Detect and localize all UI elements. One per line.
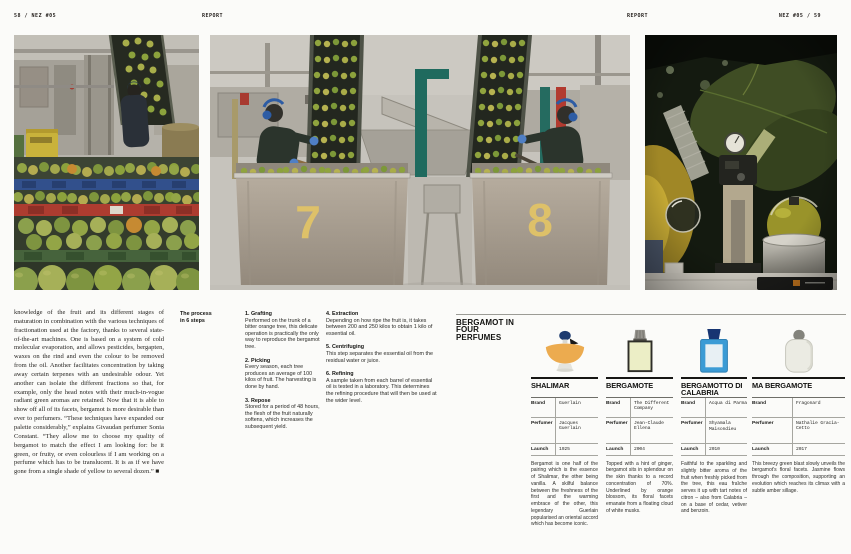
perfume-column-bergamotto-di-calabria [681,320,747,515]
brand-value: Guerlain [555,398,598,417]
step-body: Stored for a period of 48 hours, the flesh of the fruit naturally softens, which increases the subsequent yield. [245,404,320,430]
photo-laboratory-illustration [645,35,837,290]
step-title: 5. Centrifuging [326,344,365,351]
step-body: Every season, each tree produces an average of 100 kilos of fruit. The harvesting is done by hand. [245,364,317,390]
center-aisle [400,177,480,290]
process-steps-column-2 [326,311,438,411]
table-row-perfumer [606,418,673,444]
row-label: Brand [752,400,767,406]
shalimar-bottle-icon [542,328,588,374]
bergamote-bottle-icon [617,328,663,374]
perfumer-value: Jacques Guerlain [555,418,598,443]
perfume-column-shalimar [531,320,598,528]
storage-vat-8 [470,163,612,287]
row-label: Launch [752,446,770,452]
bottle-area [531,320,598,377]
photo-bergamot-crates-illustration [14,35,199,290]
table-row-perfumer [531,418,598,444]
section-label-left: REPORT [201,13,224,19]
perfume-title: SHALIMAR [531,379,598,398]
perfume-table [752,377,845,456]
launch-value: 2004 [630,444,673,455]
perfume-description: Faithful to the sparkling and slightly bitter aroma of the fruit when freshly picked from the tree, this eau fraîche serves it up with tart notes of citron – also from Calabria – on a base of cedar, vetiver and benzoin. [681,461,747,515]
table-row-launch [681,444,747,456]
table-row-perfumer [681,418,747,444]
process-step [326,311,438,337]
bergamot-crate-stack [14,157,199,290]
photo-sorting-vats-illustration [210,35,630,290]
process-step [245,311,324,351]
table-row-launch [752,444,845,456]
section-label-right: REPORT [626,13,649,19]
brand-value: The Different Company [630,398,673,417]
perfume-title: BERGAMOTTO DI CALABRIA [681,379,747,398]
table-row-brand [681,398,747,418]
step-title: 1. Grafting [245,311,272,317]
table-row-launch [531,444,598,456]
row-label: Launch [606,446,624,452]
row-label: Brand [681,401,696,407]
bottle-area [606,320,673,377]
process-step [245,358,324,391]
step-title: 3. Repose [245,397,271,404]
row-label: Brand [531,400,546,406]
launch-value: 2017 [792,444,845,455]
step-body: Performed on the trunk of a bitter orange tree, this delicate operation is practically the only way to reproduce the bergamot tree. [245,317,320,350]
step-title: 6. Refining [326,371,354,378]
section-divider-rule [456,314,846,315]
row-label: Launch [681,447,699,453]
row-label: Perfumer [752,420,774,426]
perfume-table [531,377,598,456]
vat-number-7: 7 [295,196,321,248]
perfume-description: This breezy green blast slowly unveils the bergamot's floral facets. Jasmine flows through the composition, supporting an evolution which reaches its climax with a subtle amber sillage. [752,460,845,494]
row-label: Launch [531,446,549,452]
step-body: This step separates the essential oil from the residual water or juice. [326,350,433,364]
storage-vat-7 [234,163,410,287]
perfume-title: BERGAMOTE [606,379,673,398]
perfume-column-ma-bergamote [752,320,845,494]
table-row-brand [752,398,845,418]
perfume-title: MA BERGAMOTE [752,379,845,398]
row-label: Perfumer [606,420,628,426]
process-step [326,344,438,364]
launch-value: 1925 [555,444,598,455]
row-label: Perfumer [531,420,553,426]
perfume-description: Topped with a hint of ginger, bergamot sits in splendour on the skin thanks to a record concentration of 70%. Underlined by orange blossom, its floral facets emanate from a floating cloud of white musks. [606,460,673,514]
perfume-column-bergamote [606,320,673,515]
brand-value: Fragonard [792,398,845,417]
row-label: Perfumer [681,421,703,427]
fruit-conveyor-left [306,35,364,178]
perfumer-value: Jean-Claude Ellena [630,418,673,443]
ma-bergamote-bottle-icon [776,328,822,374]
step-body: Depending on how ripe the fruit is, it takes between 200 and 250 kilos to obtain 1 kilo of essential oil. [326,317,433,337]
perfume-section-heading: BERGAMOT IN FOUR PERFUMES [456,318,514,342]
step-title: 2. Picking [245,357,271,364]
process-step [245,398,324,431]
bottle-area [681,320,747,377]
bergamotto-di-calabria-bottle-icon [691,328,737,374]
table-row-brand [531,398,598,418]
row-label: Brand [606,400,621,406]
step-title: 4. Extraction [326,311,359,317]
step-body: A sample taken from each barrel of essential oil is tested in a laboratory. This determines the refining procedure that will then be used at the wider level. [326,377,437,404]
process-step [326,371,438,404]
perfume-table [606,377,673,456]
process-steps-label: The process in 6 steps [180,311,212,324]
perfumer-value: Nathalie Gracia-Cetto [792,418,845,443]
article-body-text: knowledge of the fruit and its different stages of maturation in combination with the various techniques of fractionation used at the factory, thanks to several state-of-the-art machines. One is based on a system of cold molecular evaporation, and allows pesticides, bergapten, waxes on the rind and even the colour to be removed from the oil. Another facilitates concentration by taking away certain terpenes with an undesirable odour. Yet another can isolate the different fractions so that, for example, only the head notes with their much-in-vogue radiant green aromas are retained. Now that it is able to show off all of its facets, bergamot is more desirable than ever to perfumers. “These techniques have expanded our palette considerably,” explains Givaudan perfumer Sonia Constant. “They allow me to choose my quality of bergamot to match the effect I am looking for: be it green, or fruity, or even colourless if I am working on a perfume which has to be translucent. It is as if we have gone from a single shade of yellow to several dozen.” ■ [14,309,164,476]
table-row-perfumer [752,418,845,444]
page-folio-left: 58 / NEZ #05 [14,13,57,19]
process-steps-column-1 [245,311,324,438]
perfume-table [681,377,747,456]
launch-value: 2010 [705,444,747,455]
photo-sorting-vats [210,35,630,290]
photo-vignette [645,35,837,290]
perfume-description: Bergamot is one half of the pairing which is the essence of Shalimar, the other being vanilla. A skilful balance between the freshness of the first and the warming embrace of the other, this legendary Guerlain popularised an oriental accord which has become iconic. [531,460,598,528]
bottle-area [752,320,845,377]
photo-laboratory-distillation [645,35,837,290]
brand-value: Acqua di Parma [705,398,747,417]
page-folio-right: NEZ #05 / 59 [778,13,821,19]
table-row-launch [606,444,673,456]
table-row-brand [606,398,673,418]
perfumer-value: Shyamala Maisondieu [705,418,747,443]
vat-number-8: 8 [527,194,553,246]
photo-bergamot-crates [14,35,199,290]
